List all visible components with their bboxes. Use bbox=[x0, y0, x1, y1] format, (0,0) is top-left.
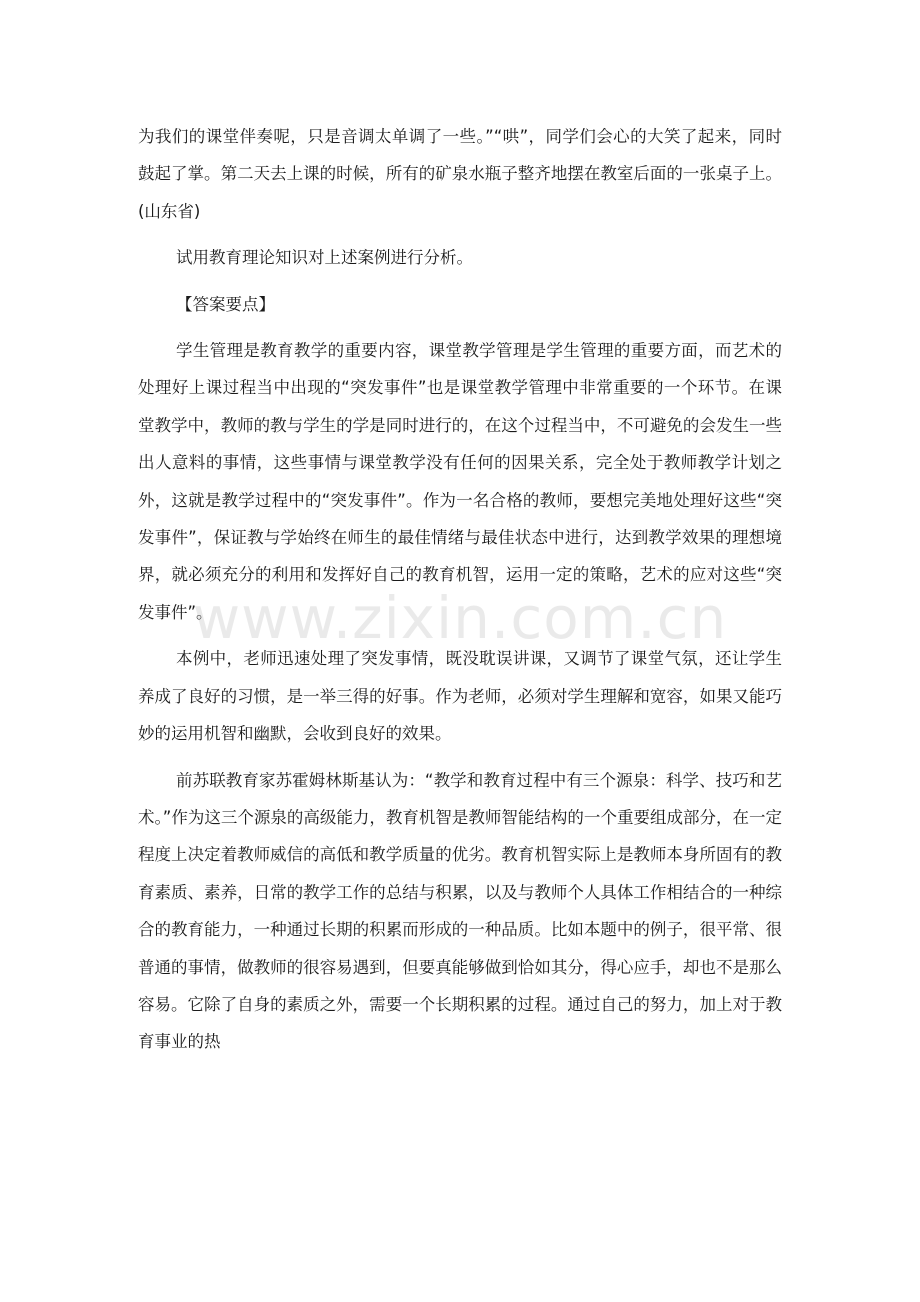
paragraph-case-ending: 为我们的课堂伴奏呢，只是音调太单调了一些。”“哄”，同学们会心的大笑了起来，同时鼓起了掌。第二天去上课的时候，所有的矿泉水瓶子整齐地摆在教室后面的一张桌子上。(山东省) bbox=[138, 127, 782, 221]
paragraph-answer-heading: 【答案要点】 bbox=[176, 294, 275, 314]
paragraph-answer-3: 前苏联教育家苏霍姆林斯基认为：“教学和教育过程中有三个源泉：科学、技巧和艺术。”作为这三个源泉的高级能力，教育机智是教师智能结构的一个重要组成部分，在一定程度上决定着教师威信的高低和教学质量的优劣。教育机智实际上是教师本身所固有的教育素质、素养，日常的教学工作的总结与积累，以及与教师个人具体工作相结合的一种综合的教育能力，一种通过长期的积累而形成的一种品质。比如本题中的例子，很平常、很普通的事情，做教师的很容易遇到，但要真能够做到恰如其分，得心应手，却也不是那么容易。它除了自身的素质之外，需要一个长期积累的过程。通过自己的努力，加上对于教育事业的热 bbox=[138, 770, 782, 1052]
document-body bbox=[138, 118, 782, 1061]
paragraph-question: 试用教育理论知识对上述案例进行分析。 bbox=[176, 248, 473, 268]
watermark-text: www.zixin.com.cn bbox=[192, 584, 728, 652]
paragraph-answer-1: 学生管理是教育教学的重要内容，课堂教学管理是学生管理的重要方面，而艺术的处理好上课过程当中出现的“突发事件”也是课堂教学管理中非常重要的一个环节。在课堂教学中，教师的教与学生的学是同时进行的，在这个过程当中，不可避免的会发生一些出人意料的事情，这些事情与课堂教学没有任何的因果关系，完全处于教师教学计划之外，这就是教学过程中的“突发事件”。作为一名合格的教师，要想完美地处理好这些“突发事件”，保证教与学始终在师生的最佳情绪与最佳状态中进行，达到教学效果的理想境界，就必须充分的利用和发挥好自己的教育机智，运用一定的策略，艺术的应对这些“突发事件”。 bbox=[138, 341, 782, 622]
paragraph-answer-2: 本例中，老师迅速处理了突发事情，既没耽误讲课，又调节了课堂气氛，还让学生养成了良好的习惯，是一举三得的好事。作为老师，必须对学生理解和宽容，如果又能巧妙的运用机智和幽默，会收到良好的效果。 bbox=[138, 649, 782, 744]
